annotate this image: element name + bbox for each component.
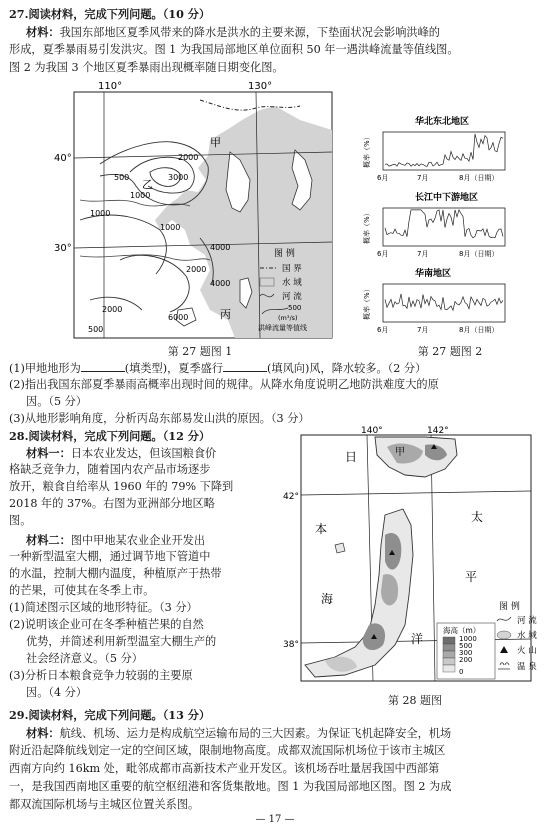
q27-chart-title-2: 长江中下游地区 [415, 193, 479, 203]
q27-figure-1-map [54, 80, 340, 342]
q27-chart-xlabel-1-3: 8月（日期） [459, 174, 499, 182]
q27-chart-xlabel-2-1: 6月 [377, 250, 389, 258]
q27-chart-series-1 [385, 134, 503, 167]
q27-legend-river: 河 流 [282, 292, 302, 302]
q27-figure-2 [355, 114, 540, 342]
q27-chart-xlabel-3-2: 7月 [417, 326, 429, 334]
q29-text-1: 航线、机场、运力是构成航空运输布局的三大因素。为保证飞机起降安全，机场 [59, 727, 452, 740]
q27-lat-30: 30° [54, 243, 72, 254]
q27-subq-3: (3)从地形影响角度，分析丙岛东部易发山洪的原因。（3 分） [9, 412, 310, 425]
q27-subq-1 [9, 360, 426, 377]
q27-material-line-2: 形成，夏季暴雨易引发洪灾。图 1 为我国局部地区单位面积 50 年一遇洪峰流量等值线图。 [9, 43, 459, 56]
q27-figure-2-caption: 第 27 题图 2 [417, 345, 483, 358]
q28-elev-200: 200 [459, 656, 473, 664]
q28-elev-500: 500 [459, 642, 473, 650]
q28-lon-140: 140° [361, 426, 383, 436]
q28-elevation-legend [437, 623, 495, 679]
q27-legend-title: 图 例 [274, 249, 295, 259]
q27-lon-110: 110° [98, 81, 123, 92]
q27-subq-1-c: (填风向)风，降水较多。（2 分） [267, 362, 427, 375]
q27-subq-1-b: (填类型)，夏季盛行 [124, 362, 224, 375]
q27-lat-40: 40° [54, 153, 72, 164]
q28-subq-2-line-3: 社会经济意义。（5 分） [26, 652, 143, 665]
q27-material-label: 材料： [26, 25, 60, 39]
q28-lat-42: 42° [283, 492, 299, 502]
q27-chart-xlabel-3-3: 8月（日期） [459, 326, 499, 334]
q29-line-3: 西南方向约 16km 处，毗邻成都市高新技术产业开发区。该机场吞吐量居我国中西部第 [9, 762, 440, 775]
q28-m1-label: 材料一： [26, 446, 71, 460]
q28-m2-line-4: 的芒果，可使其在冬季上市。 [9, 584, 155, 597]
q27-figure-2-charts [355, 114, 540, 342]
q28-m1-line-5: 图。 [9, 514, 32, 527]
q27-material-line-3: 图 2 为我国 3 个地区夏季暴雨出现概率随日期变化图。 [9, 61, 284, 74]
q27-iso-11: 2000 [102, 305, 123, 314]
q27-chart-ylabel-1: 概率（%） [363, 133, 371, 168]
q27-legend-iso-name: 洪峰流量等值线 [258, 324, 307, 332]
q28-m2-text-1: 图中甲地某农业企业开发出 [70, 534, 206, 547]
q27-iso-2: 1000 [130, 191, 151, 200]
q27-chart-xlabel-3-1: 6月 [377, 326, 389, 334]
q28-subq-3-line-1: (3)分析日本粮食竞争力较弱的主要原 [9, 669, 193, 682]
q28-m2-line-1 [26, 532, 205, 549]
q27-iso-8: 2000 [186, 265, 207, 274]
q29-line-4: 一，是我国西南地区重要的航空枢纽港和客货集散地。图 1 为我国局部地区图。图 2 为成 [9, 780, 452, 793]
q27-iso-5: 1000 [90, 209, 111, 218]
q28-m2-line-3: 的水温，控制大棚内温度，种植原产于热带 [9, 567, 222, 580]
q27-place-bing: 丙 [220, 308, 231, 321]
q27-chart-xlabel-2-3: 8月（日期） [459, 250, 499, 258]
q27-chart-title-3: 华南地区 [415, 269, 452, 279]
q29-line-5: 都双流国际机场与主城区位置关系图。 [9, 798, 200, 811]
q29-line-1 [26, 725, 451, 742]
q28-m2-label: 材料二： [26, 533, 71, 547]
q27-chart-xlabel-2-2: 7月 [417, 250, 429, 258]
q29-line-2: 附近沿起降航线划定一定的空间区域，限制地物高度。成都双流国际机场位于该市主城区 [9, 744, 446, 757]
q28-sea-char-2: 本 [315, 522, 328, 536]
q27-iso-10: 6000 [168, 313, 189, 322]
q27-subq-2-line-2: 因。（5 分） [26, 395, 88, 408]
q27-chart-ylabel-2: 概率（%） [363, 209, 371, 244]
q28-m1-line-3: 放开，粮食自给率从 1960 年的 79% 下降到 [9, 480, 234, 493]
q27-chart-frame-2 [383, 208, 505, 246]
q27-legend-water: 水 域 [282, 278, 302, 288]
q29-heading: 29.阅读材料，完成下列问题。（13 分） [9, 708, 211, 722]
q27-figure-1-caption: 第 27 题图 1 [167, 345, 233, 358]
q27-place-jia: 甲 [210, 136, 221, 149]
q27-legend-iso-unit: (m³/s) [278, 314, 298, 322]
q28-m1-line-1 [26, 445, 216, 462]
q28-m1-line-2: 格缺乏竞争力，随着国内农产品市场逐步 [9, 463, 211, 476]
q27-iso-3: 2000 [178, 153, 199, 162]
q28-subq-2-line-1: (2)说明该企业可在冬季种植芒果的自然 [9, 618, 204, 631]
q28-ocean-char-2: 平 [465, 570, 478, 584]
q27-chart-xlabel-1-1: 6月 [377, 174, 389, 182]
q27-blank-wind[interactable] [223, 360, 267, 372]
q27-chart-series-3 [385, 294, 503, 310]
q27-heading: 27.阅读材料，完成下列问题。（10 分） [9, 7, 211, 21]
q27-iso-9: 4000 [210, 279, 231, 288]
q28-heading: 28.阅读材料，完成下列问题。（12 分） [9, 429, 211, 443]
q28-legend-volcano: 火 山 [517, 646, 537, 656]
q28-figure-caption: 第 28 题图 [388, 694, 442, 707]
q28-legend-hotspring: 温 泉 [517, 662, 537, 672]
q27-material-text-1: 我国东部地区夏季风带来的降水是洪水的主要来源，下垫面状况会影响洪峰的 [59, 26, 440, 39]
q28-ocean-char-3: 洋 [411, 632, 424, 646]
page-number: — 17 — [255, 814, 295, 825]
q27-iso-1: 500 [114, 173, 130, 182]
q28-m1-text-1: 日本农业发达，但该国粮食价 [70, 447, 217, 460]
q28-m2-line-2: 一种新型温室大棚，通过调节地下管道中 [9, 550, 211, 563]
q27-chart-ylabel-3: 概率（%） [363, 285, 371, 320]
q27-legend-border: 国 界 [282, 264, 302, 274]
q28-elev-1000: 1000 [459, 635, 477, 643]
q27-subq-1-a: (1)甲地地形为 [9, 362, 81, 375]
q28-m1-line-4: 2018 年的 37%。右图为亚洲部分地区略 [9, 497, 215, 510]
q29-material-label: 材料： [26, 726, 60, 740]
q28-subq-1: (1)简述图示区域的地形特征。（3 分） [9, 601, 198, 614]
q27-chart-xlabel-1-2: 7月 [417, 174, 429, 182]
q27-blank-terrain[interactable] [81, 360, 125, 372]
q27-lon-130: 130° [248, 81, 273, 92]
q28-lat-38: 38° [283, 640, 299, 650]
q27-iso-6: 1000 [160, 223, 181, 232]
q28-subq-2-line-2: 优势，并简述利用新型温室大棚生产的 [26, 635, 217, 648]
q27-chart-title-1: 华北东北地区 [415, 117, 470, 127]
q27-subq-2-line-1: (2)指出我国东部夏季暴雨高概率出现时间的规律。从降水角度说明乙地防洪难度大的原 [9, 378, 439, 391]
q27-iso-4: 3000 [168, 173, 189, 182]
q27-material-line-1 [26, 24, 440, 41]
q27-iso-7: 4000 [210, 243, 231, 252]
q27-chart-series-2 [385, 210, 503, 238]
q27-place-yi: 乙 [142, 178, 153, 191]
q28-sea-char-3: 海 [321, 592, 334, 606]
q28-subq-3-line-2: 因。（4 分） [26, 686, 88, 699]
q28-legend-title: 图 例 [499, 602, 520, 612]
q27-iso-12: 500 [88, 325, 104, 334]
q28-lon-142: 142° [427, 426, 449, 436]
q28-sea-char-1: 日 [345, 450, 358, 464]
q28-elev-title: 海高（m） [443, 626, 481, 635]
q28-elev-300: 300 [459, 649, 473, 657]
q27-legend-iso-value: 500 [288, 304, 302, 312]
q28-legend-water: 水 域 [517, 631, 537, 641]
q28-japan-map [285, 425, 543, 693]
q28-place-jia: 甲 [395, 447, 405, 458]
q28-elev-0: 0 [459, 668, 464, 676]
q28-ocean-char-1: 太 [471, 510, 484, 524]
q28-legend-river: 河 流 [517, 616, 537, 626]
